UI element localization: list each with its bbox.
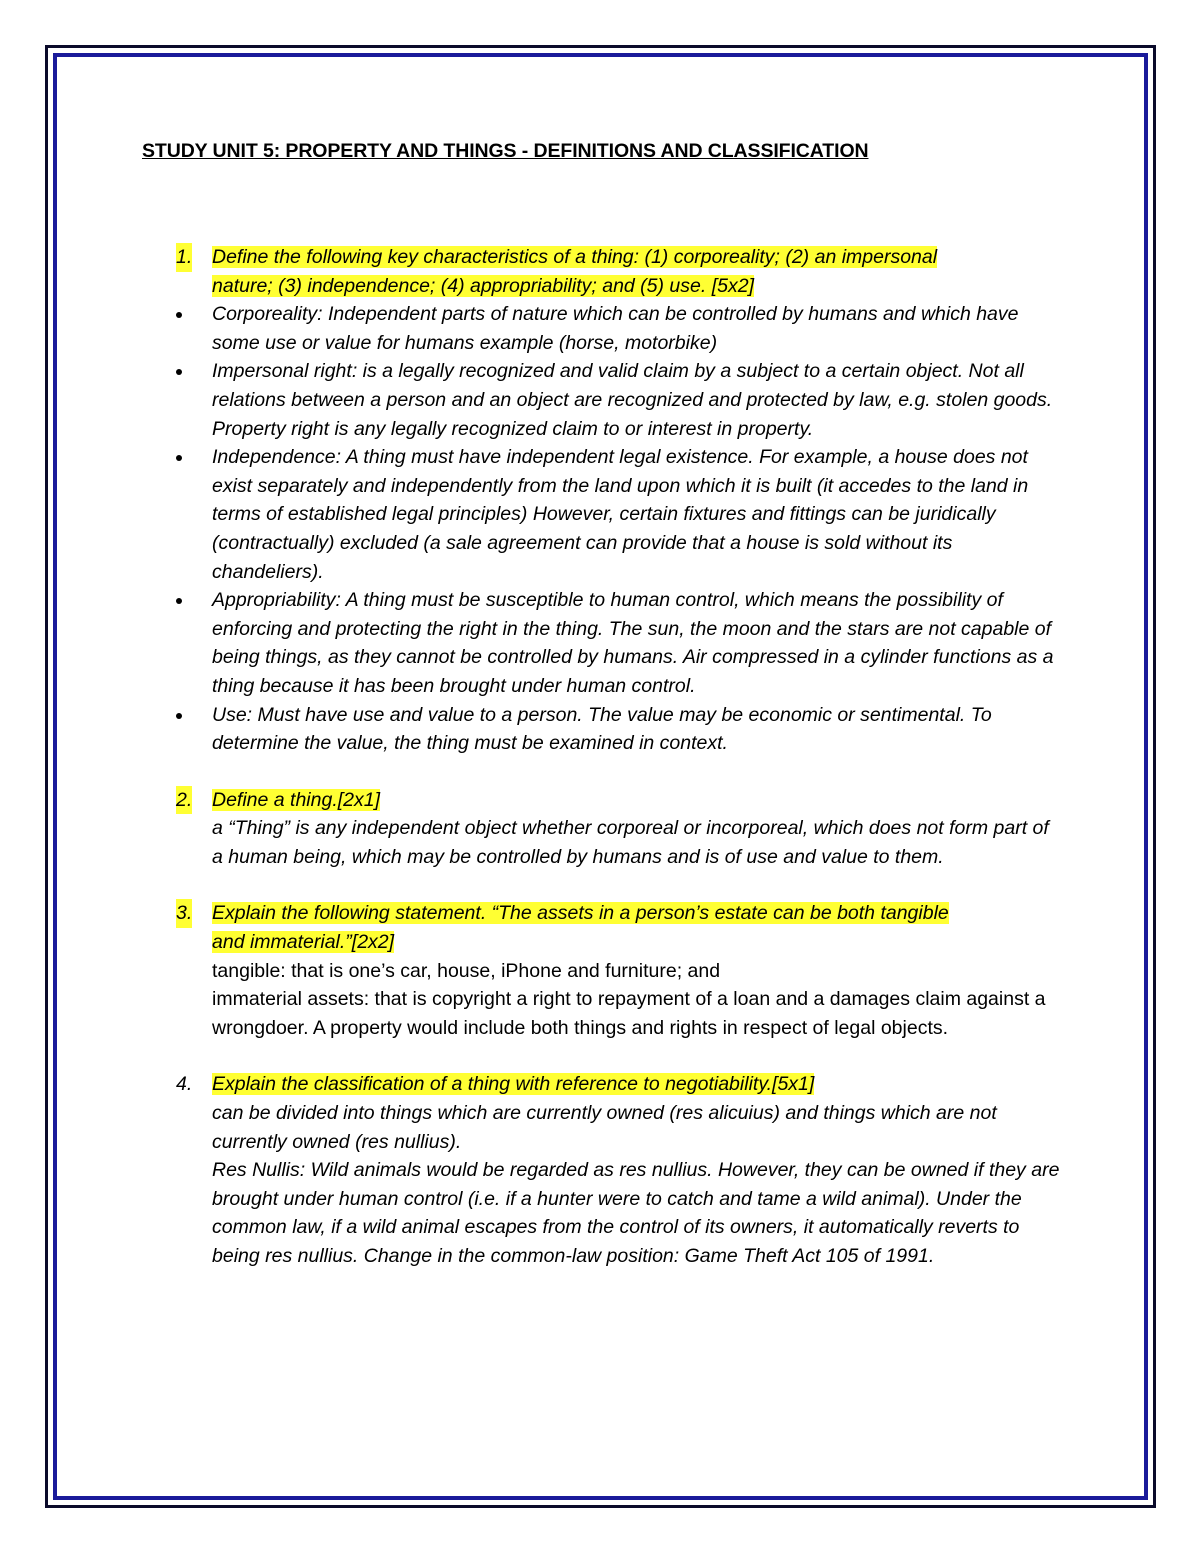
bullet-icon [176,369,182,375]
question-3 [142,899,1062,1042]
bullet-icon [176,455,182,461]
list-item: Use: Must have use and value to a person. The value may be economic or sentimental. To determine the value, the thing must be examined in context. [212,701,1062,758]
bullet-icon [176,713,182,719]
question-text: Explain the classification of a thing with reference to negotiability.[5x1] [212,1073,815,1096]
answer-text: can be divided into things which are currently owned (res alicuius) and things which are not currently owned (res nullius). [212,1102,997,1153]
bullet-icon [176,598,182,604]
question-2 [142,786,1062,872]
list-item: Impersonal right: is a legally recognized and valid claim by a subject to a certain object. Not all relations between a person and an object are recognized and protected by law, e.g. stolen goods. Property right is any legally recognized claim to or interest in property. [212,357,1062,443]
question-number: 2. [176,786,192,815]
question-text: Define a thing.[2x1] [212,788,381,811]
bullet-icon [176,312,182,318]
question-text: and immaterial.”[2x2] [212,931,395,954]
question-text: nature; (3) independence; (4) appropriability; and (5) use. [5x2] [212,274,754,297]
question-number: 3. [176,899,192,928]
document-body [142,140,1062,1271]
answer-text: Res Nullis: Wild animals would be regarded as res nullius. However, they can be owned if they are brought under human control (i.e. if a hunter were to catch and tame a wild animal). Under the common law, if a wild animal escapes from the control of its owners, it automatically reverts to being res nullius. Change in the common-law position: Game Theft Act 105 of 1991. [212,1159,1060,1267]
answer-text: a “Thing” is any independent object whether corporeal or incorporeal, which does not form part of a human being, which may be controlled by humans and is of use and value to them. [212,817,1049,868]
bullet-list [142,300,1062,758]
question-number: 4. [176,1073,193,1096]
page-title: STUDY UNIT 5: PROPERTY AND THINGS - DEFINITIONS AND CLASSIFICATION [142,140,869,162]
question-number: 1. [176,243,192,272]
question-1 [142,243,1062,300]
answer-text: immaterial assets: that is copyright a right to repayment of a loan and a damages claim against a wrongdoer. A property would include both things and rights in respect of legal objects. [212,988,1046,1039]
question-text: Define the following key characteristics of a thing: (1) corporeality; (2) an impersonal [212,246,938,268]
list-item: Appropriability: A thing must be susceptible to human control, which means the possibility of enforcing and protecting the right in the thing. The sun, the moon and the stars are not capable of being things, as they cannot be controlled by humans. Air compressed in a cylinder functions as a thing because it has been brought under human control. [212,586,1062,700]
list-item: Corporeality: Independent parts of nature which can be controlled by humans and which have some use or value for humans example (horse, motorbike) [212,300,1062,357]
question-4 [142,1070,1062,1270]
list-item: Independence: A thing must have independent legal existence. For example, a house does not exist separately and independently from the land upon which it is built (it accedes to the land in terms of established legal principles) However, certain fixtures and fittings can be juridically (contractually) excluded (a sale agreement can provide that a house is sold without its chandeliers). [212,443,1062,586]
question-text: Explain the following statement. “The assets in a person’s estate can be both tangible [212,902,949,925]
answer-text: tangible: that is one’s car, house, iPhone and furniture; and [212,959,721,982]
